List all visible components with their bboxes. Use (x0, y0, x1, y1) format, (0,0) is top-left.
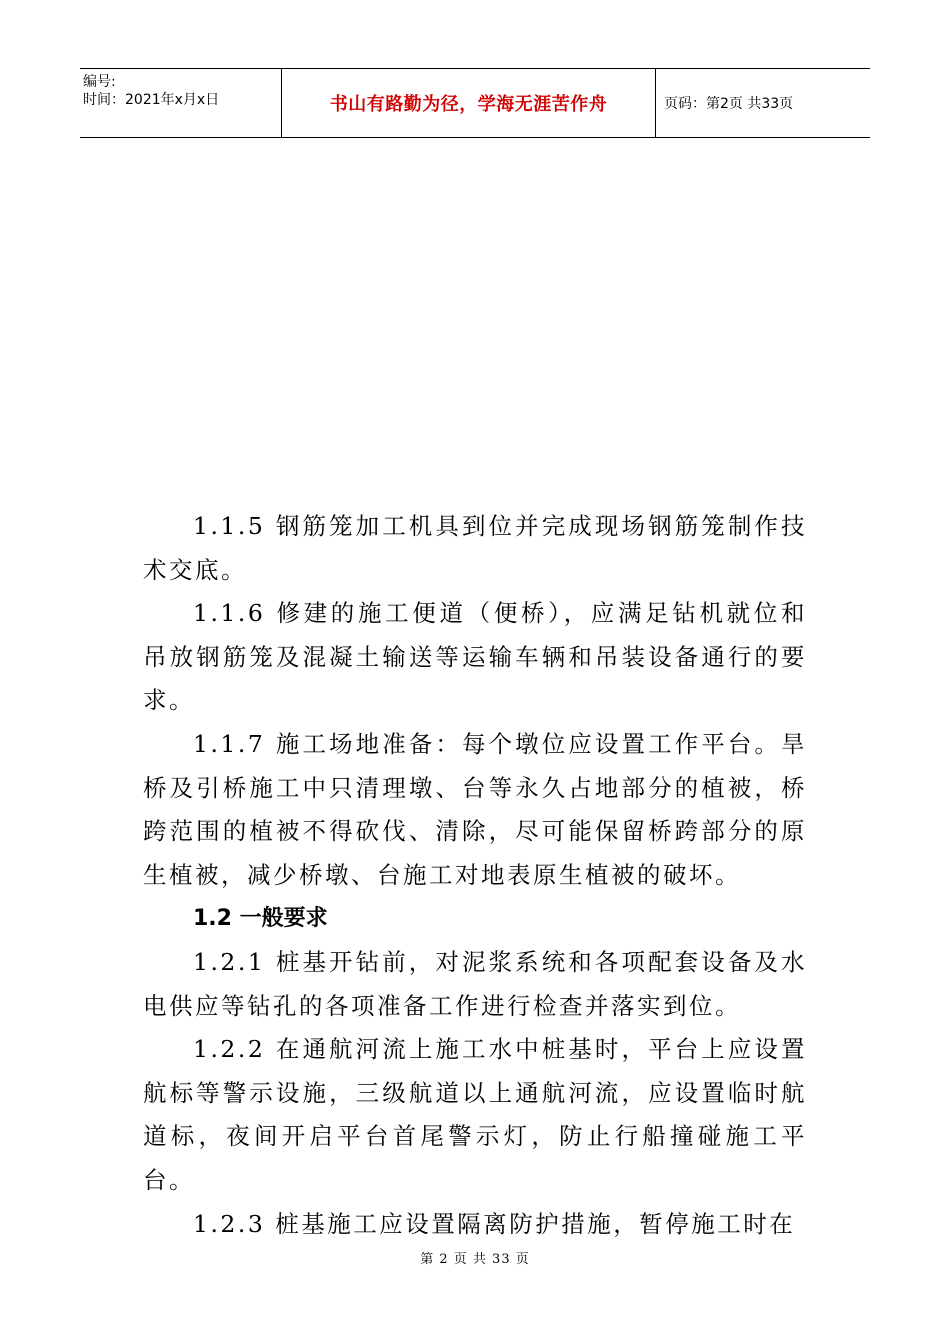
document-body (143, 505, 807, 1246)
header-page-info: 页码：第2页 共33页 (664, 96, 794, 112)
paragraph-1-2-2: 1.2.2 在通航河流上施工水中桩基时，平台上应设置航标等警示设施，三级航道以上通航河流，应设置临时航道标，夜间开启平台首尾警示灯，防止行船撞碰施工平台。 (143, 1035, 807, 1194)
header-page-cell (656, 69, 870, 137)
page-header (80, 68, 870, 138)
paragraph-1-1-5: 1.1.5 钢筋笼加工机具到位并完成现场钢筋笼制作技术交底。 (143, 512, 807, 584)
paragraph-1-2-1: 1.2.1 桩基开钻前，对泥浆系统和各项配套设备及水电供应等钻孔的各项准备工作进行检查并落实到位。 (143, 947, 807, 1020)
page-footer: 第 2 页 共 33 页 (420, 1252, 530, 1267)
document-number-label: 编号: (83, 74, 116, 90)
paragraph-1-1-7: 1.1.7 施工场地准备：每个墩位应设置工作平台。旱桥及引桥施工中只清理墩、台等永久占地部分的植被，桥跨范围的植被不得砍伐、清除，尽可能保留桥跨部分的原生植被，减少桥墩、台施工对地表原生植被的破坏。 (143, 729, 807, 889)
header-meta (80, 69, 282, 137)
document-date: 时间：2021年x月x日 (83, 92, 220, 108)
header-motto: 书山有路勤为径，学海无涯苦作舟 (329, 94, 608, 115)
paragraph-1-1-6: 1.1.6 修建的施工便道（便桥），应满足钻机就位和吊放钢筋笼及混凝土输送等运输车辆和吊装设备通行的要求。 (143, 599, 807, 715)
section-title-1-2: 1.2 一般要求 (193, 906, 328, 932)
header-motto-cell (282, 69, 656, 137)
paragraph-1-2-3: 1.2.3 桩基施工应设置隔离防护措施，暂停施工时在 (193, 1209, 796, 1238)
